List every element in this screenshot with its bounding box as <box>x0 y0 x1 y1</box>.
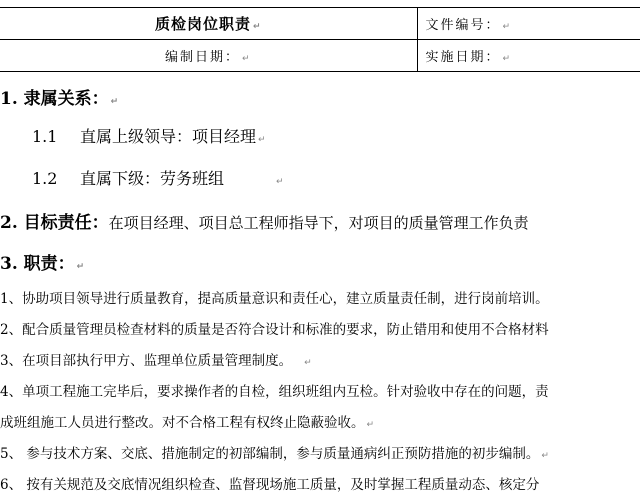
doc-title: 质检岗位职责 <box>154 15 251 33</box>
implement-date-cell <box>417 40 640 72</box>
doc-number-cell <box>417 8 640 40</box>
paragraph-mark-icon: ↵ <box>541 451 549 461</box>
header-row-2 <box>0 40 640 72</box>
paragraph-mark-icon: ↵ <box>502 54 513 64</box>
implement-date-label: 实施日期： <box>425 50 501 65</box>
section-2-text: 在项目经理、项目总工程师指导下，对项目的质量管理工作负责 <box>108 214 529 232</box>
item-text: 直属下级：劳务班组 <box>80 169 225 188</box>
paragraph-mark-icon: ↵ <box>502 22 513 32</box>
paragraph-mark-icon: ↵ <box>258 135 266 145</box>
section-1-item-2 <box>32 166 284 189</box>
header-row-1 <box>0 8 640 40</box>
duty-item-6: 6、 按有关规范及交底情况组织检查、监督现场施工质量，及时掌握工程质量动态、核定分 <box>0 477 540 493</box>
doc-title-cell <box>0 8 417 40</box>
section-1-item-1 <box>32 124 266 147</box>
duty-item-4-cont: 成班组施工人员进行整改。对不合格工程有权终止隐蔽验收。 ↵ <box>0 415 375 431</box>
item-number: 1.1 <box>32 127 58 146</box>
compile-date-label: 编制日期： <box>164 50 240 65</box>
paragraph-mark-icon: ↵ <box>276 177 284 187</box>
paragraph-mark-icon: ↵ <box>76 262 85 272</box>
section-1-heading: 1. 隶属关系： ↵ <box>0 89 119 109</box>
paragraph-mark-icon: ↵ <box>241 54 252 64</box>
duty-item-2: 2、配合质量管理员检查材料的质量是否符合设计和标准的要求，防止错用和使用不合格材料 <box>0 322 549 338</box>
section-2 <box>0 208 529 233</box>
duty-item-1: 1、协助项目领导进行质量教育，提高质量意识和责任心，建立质量责任制，进行岗前培训。 <box>0 291 549 307</box>
section-3-heading: 3. 职责： ↵ <box>0 254 85 274</box>
paragraph-mark-icon: ↵ <box>366 420 375 430</box>
item-number: 1.2 <box>32 169 58 188</box>
section-2-heading: 2. 目标责任： <box>0 213 109 233</box>
item-text: 直属上级领导：项目经理 <box>80 127 257 146</box>
duty-item-5: 5、 参与技术方案、交底、措施制定的初部编制，参与质量通病纠正预防措施的初步编制。 ↵ <box>0 446 549 462</box>
duty-item-3: 3、在项目部执行甲方、监理单位质量管理制度。 ↵ <box>0 353 312 369</box>
header-table <box>0 7 640 72</box>
paragraph-mark-icon: ↵ <box>304 358 312 368</box>
paragraph-mark-icon: ↵ <box>252 22 262 32</box>
duty-item-4: 4、单项工程施工完毕后，要求操作者的自检，组织班组内互检。针对验收中存在的问题，责 <box>0 384 549 400</box>
paragraph-mark-icon: ↵ <box>110 97 119 107</box>
doc-number-label: 文件编号： <box>425 18 501 33</box>
compile-date-cell <box>0 40 417 72</box>
